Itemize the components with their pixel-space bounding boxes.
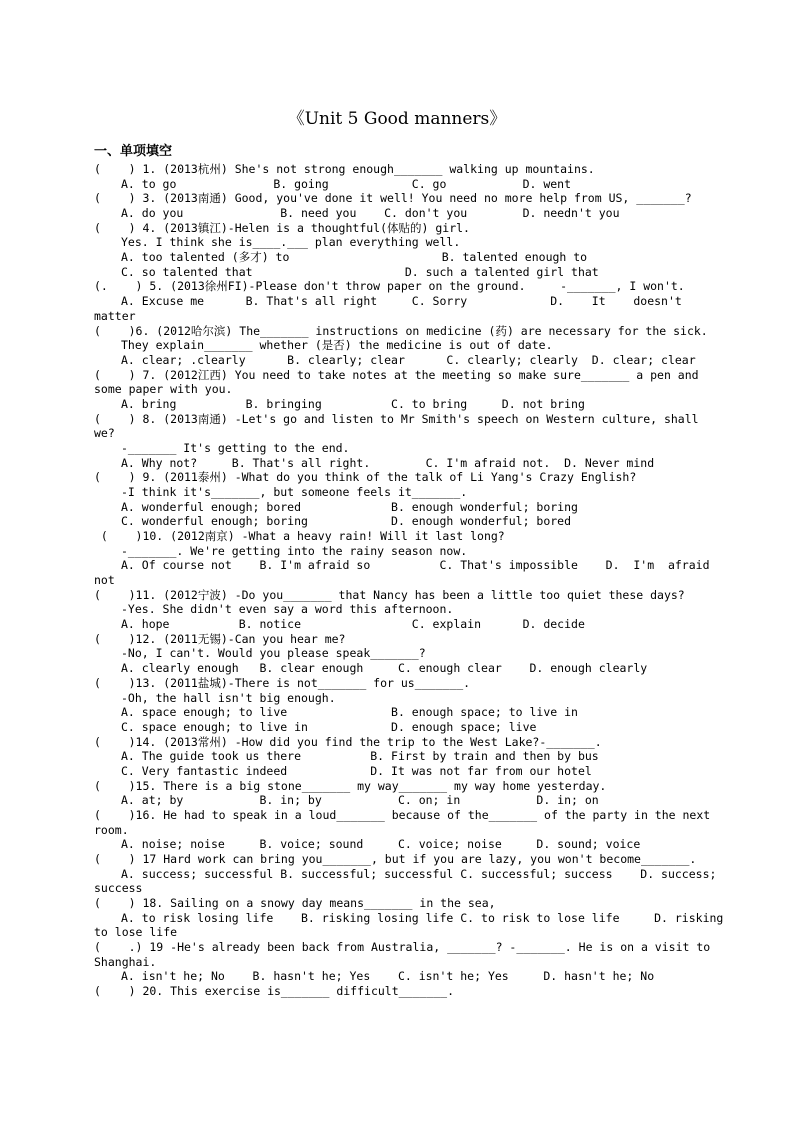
line-q9-stem: ( ) 9. (2011泰州) -What do you think of the talk of Li Yang's Crazy English?: [94, 470, 637, 485]
line-q13-stem: ( )13. (2011盐城)-There is not_______ for us_______.: [94, 675, 471, 690]
line-q5-options: A. Excuse me B. That's all right C. Sorry D. It doesn't: [121, 294, 682, 309]
line-q4-options-a: A. too talented (多才) to B. talented enough to: [121, 250, 588, 265]
line-q1-options: A. to go B. going C. go D. went: [121, 176, 572, 191]
line-q17-wrap: success: [94, 881, 143, 896]
line-q17-options: A. success; successful B. successful; successful C. successful; success D. success;: [121, 866, 717, 881]
line-q11-line2: -Yes. She didn't even say a word this afternoon.: [121, 602, 454, 617]
line-q10-line2: -_______. We're getting into the rainy season now.: [121, 543, 468, 558]
line-q16-stem: ( )16. He had to speak in a loud_______ because of the_______ of the party in the next: [94, 807, 711, 822]
line-q15-options: A. at; by B. in; by C. on; in D. in; on: [121, 793, 599, 808]
line-q14-options-a: A. The guide took us there B. First by train and then by bus: [121, 749, 599, 764]
line-q11-stem: ( )11. (2012宁波) -Do you_______ that Nancy has been a little too quiet these days?: [94, 587, 685, 602]
line-q7-stem: ( ) 7. (2012江西) You need to take notes at the meeting so make sure_______ a pen and: [94, 367, 699, 382]
line-q17-stem: ( ) 17 Hard work can bring you_______, but if you are lazy, you won't become_______.: [94, 852, 697, 866]
line-q6-options: A. clear; .clearly B. clearly; clear C. clearly; clearly D. clear; clear: [121, 352, 696, 367]
line-q7-wrap: some paper with you.: [94, 382, 233, 397]
line-q6-stem: ( )6. (2012哈尔滨) The_______ instructions on medicine (药) are necessary for the sick.: [94, 323, 708, 338]
line-q9-options-b: C. wonderful enough; boring D. enough wonderful; bored: [121, 514, 572, 529]
line-q20-stem: ( ) 20. This exercise is_______ difficult_______.: [94, 984, 455, 999]
line-q9-line2: -I think it's_______, but someone feels it_______.: [121, 485, 468, 499]
line-q4-line2: Yes. I think she is____.___ plan everything well.: [121, 235, 461, 250]
line-q12-stem: ( )12. (2011无锡)-Can you hear me?: [94, 631, 346, 646]
line-q13-line2: -Oh, the hall isn't big enough.: [121, 690, 336, 705]
line-q5-stem: (. ) 5. (2013徐州FI)-Please don't throw paper on the ground. -_______, I won't.: [94, 279, 685, 294]
line-q19-options: A. isn't he; No B. hasn't he; Yes C. isn't he; Yes D. hasn't he; No: [121, 969, 655, 984]
line-q6-line2: They explain_______ whether (是否) the medicine is out of date.: [121, 338, 553, 353]
line-q3-options: A. do you B. need you C. don't you D. needn't you: [121, 206, 620, 220]
line-q16-options: A. noise; noise B. voice; sound C. voice; noise D. sound; voice: [121, 837, 641, 852]
line-q18-options: A. to risk losing life B. risking losing life C. to risk to lose life D. risking: [121, 910, 724, 925]
line-q1-stem: ( ) 1. (2013杭州) She's not strong enough_______ walking up mountains.: [94, 162, 595, 176]
line-q5-wrap: matter: [94, 308, 136, 323]
line-q10-wrap: not: [94, 573, 115, 587]
section-heading: 一、单项填空: [94, 144, 173, 159]
line-q18-wrap: to lose life: [94, 925, 178, 940]
line-q8-stem: ( ) 8. (2013南通) -Let's go and listen to Mr Smith's speech on Western culture, shall: [94, 411, 699, 426]
line-q11-options: A. hope B. notice C. explain D. decide: [121, 617, 585, 632]
line-q8-line2: -_______ It's getting to the end.: [121, 440, 350, 455]
line-q12-options: A. clearly enough B. clear enough C. enough clear D. enough clearly: [121, 661, 648, 676]
line-q10-options: A. Of course not B. I'm afraid so C. That's impossible D. I'm afraid: [121, 558, 710, 573]
line-q4-options-b: C. so talented that D. such a talented girl that: [121, 264, 599, 279]
line-q9-options-a: A. wonderful enough; bored B. enough wonderful; boring: [121, 499, 578, 514]
line-q19-wrap: Shanghai.: [94, 954, 157, 969]
line-q4-stem: ( ) 4. (2013镇江)-Helen is a thoughtful(体贴的) girl.: [94, 220, 470, 235]
line-q14-stem: ( )14. (2013常州) -How did you find the trip to the West Lake?-_______.: [94, 734, 602, 749]
line-q8-wrap: we?: [94, 426, 115, 441]
line-q13-options-b: C. space enough; to live in D. enough space; live: [121, 719, 537, 734]
line-q10-stem: ( )10. (2012南京) -What a heavy rain! Will it last long?: [94, 529, 505, 543]
line-q16-wrap: room.: [94, 822, 129, 837]
line-q15-stem: ( )15. There is a big stone_______ my way_______ my way home yesterday.: [94, 778, 607, 793]
line-q14-options-b: C. Very fantastic indeed D. It was not far from our hotel: [121, 763, 592, 778]
line-q3-stem: ( ) 3. (2013南通) Good, you've done it well! You need no more help from US, _______?: [94, 191, 692, 206]
line-q7-options: A. bring B. bringing C. to bring D. not bring: [121, 396, 585, 411]
page-title: 《Unit 5 Good manners》: [287, 109, 507, 129]
line-q8-options: A. Why not? B. That's all right. C. I'm afraid not. D. Never mind: [121, 455, 655, 470]
line-q12-line2: -No, I can't. Would you please speak_______?: [121, 646, 426, 661]
line-q18-stem: ( ) 18. Sailing on a snowy day means_______ in the sea,: [94, 896, 496, 910]
line-q19-stem: ( .) 19 -He's already been back from Australia, _______? -_______. He is on a visit to: [94, 940, 711, 954]
line-q13-options-a: A. space enough; to live B. enough space; to live in: [121, 705, 578, 720]
